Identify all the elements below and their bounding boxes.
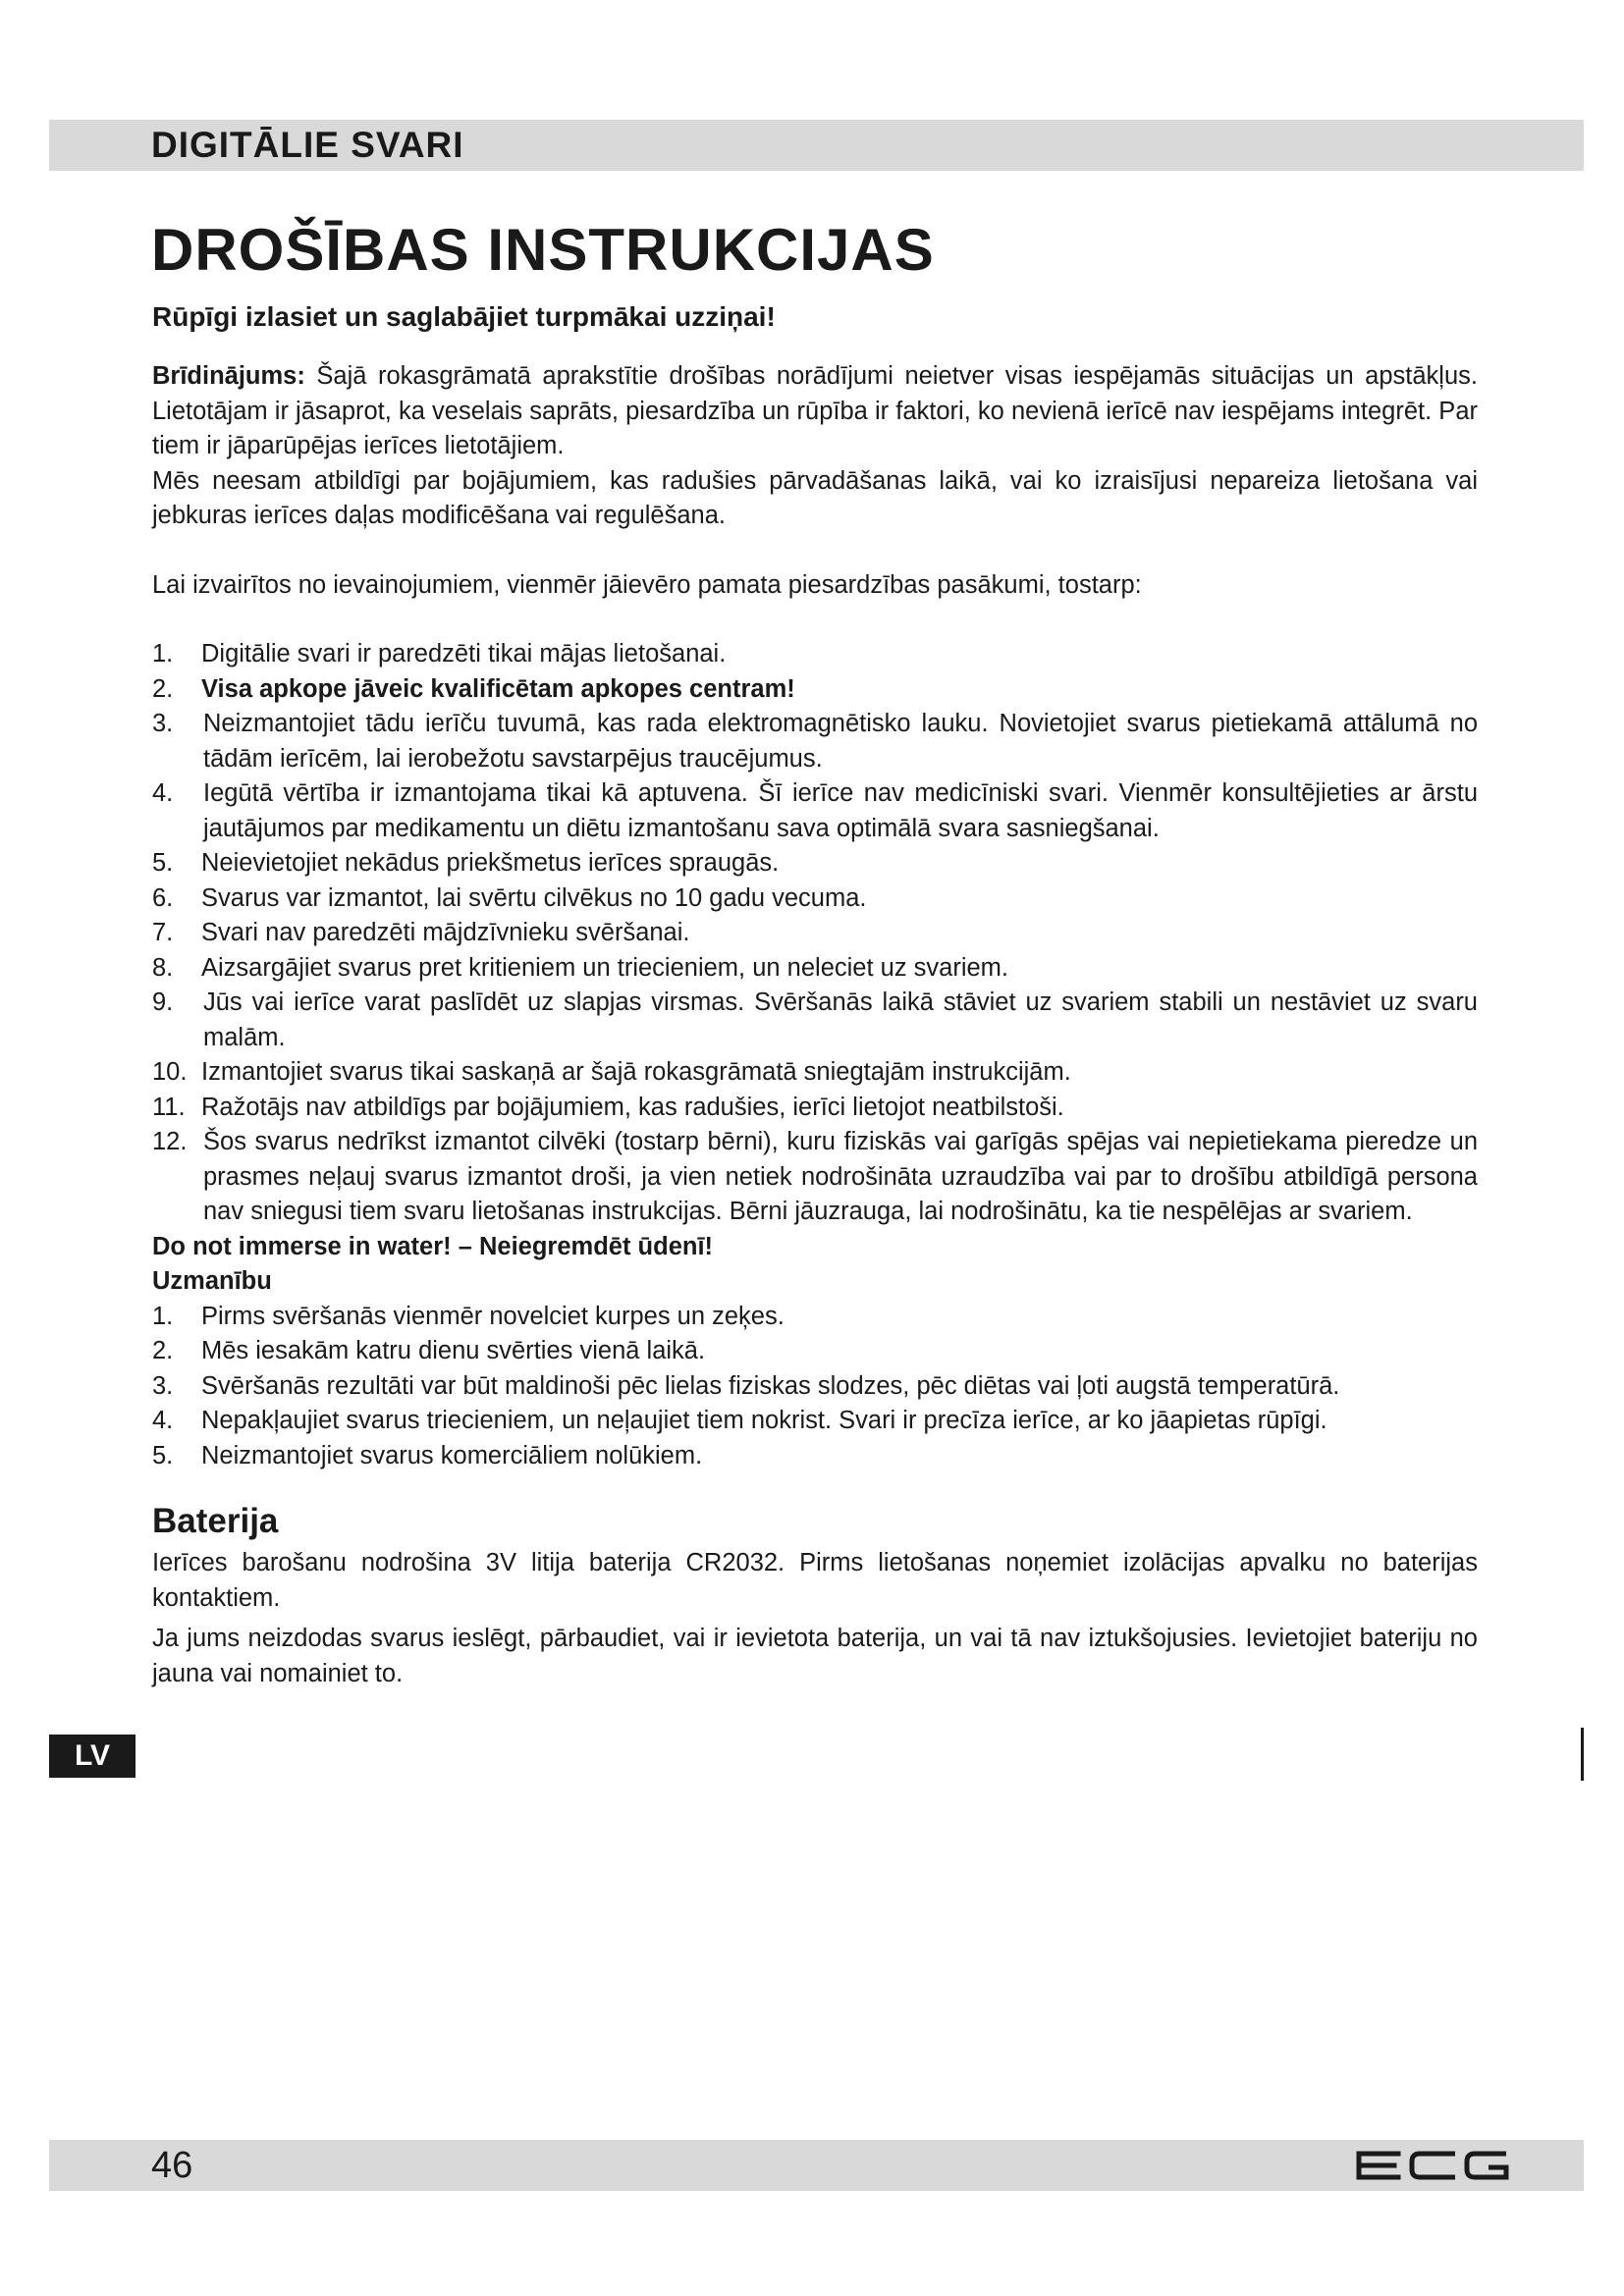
caution-title: Uzmanību [152,1267,272,1295]
safety-list [152,637,1478,1230]
list-item: 11. Ražotājs nav atbildīgs par bojājumiem, kas radušies, ierīci lietojot neatbilstoši. [152,1093,1064,1121]
list-item: 10. Izmantojiet svarus tikai saskaņā ar šajā rokasgrāmatā sniegtajām instrukcijām. [152,1058,1071,1086]
list-item: 3. Svēršanās rezultāti var būt maldinoši pēc lielas fiziskas slodzes, pēc diētas vai ļoti augstā temperatūrā. [152,1371,1340,1400]
warning-text: Šajā rokasgrāmatā aprakstītie drošības norādījumi neietver visas iespējamās situācijas un apstākļus. Lietotājam ir jāsaprot, ka veselais saprāts, piesardzība un rūpība ir faktori, ko nevienā ierīcē nav iespējams integrēt. Par tiem ir jāparūpējas ierīces lietotājiem. [152,362,1478,459]
list-item: 4. Nepakļaujiet svarus triecieniem, un neļaujiet tiem nokrist. Svari ir precīza ierīce, ar ko jāapietas rūpīgi. [152,1407,1327,1434]
header-title: DIGITĀLIE SVARI [151,125,464,165]
battery-title: Baterija [152,1502,279,1540]
list-item: 1. Pirms svēršanās vienmēr novelciet kurpes un zeķes. [152,1302,785,1330]
water-warning: Do not immerse in water! – Neiegremdēt ūdenī! [152,1232,714,1260]
ecg-logo [1355,2148,1512,2183]
list-item: 6. Svarus var izmantot, lai svērtu cilvēkus no 10 gadu vecuma. [152,883,867,912]
list-item: 3. Neizmantojiet tādu ierīču tuvumā, kas rada elektromagnētisko lauku. Novietojiet svarus pietiekamā attālumā no tādām ierīcēm, lai ierobežotu savstarpējus traucējumus. [152,710,1478,773]
battery-paragraph-1: Ierīces barošanu nodrošina 3V litija baterija CR2032. Pirms lietošanas noņemiet izolācijas apvalku no baterijas kontaktiem. [152,1549,1478,1612]
language-badge: LV [49,1735,135,1778]
footer-bar [49,2140,1584,2191]
list-item: 1. Digitālie svari ir paredzēti tikai mājas lietošanai. [152,640,727,667]
list-item: 2. Mēs iesakām katru dienu svērties vienā laikā. [152,1337,706,1364]
list-item: 2. Visa apkope jāveic kvalificētam apkopes centram! [152,674,795,703]
document-body [152,359,1478,1691]
list-item: 4. Iegūtā vērtība ir izmantojama tikai kā aptuvena. Šī ierīce nav medicīniski svari. Vienmēr konsultējieties ar ārstu jautājumos par medikamentu un diētu izmantošanu sava optimālā svara sasniegšanai. [152,779,1478,842]
warning-label: Brīdinājums: [152,362,305,390]
list-item: 12. Šos svarus nedrīkst izmantot cilvēki (tostarp bērni), kuru fiziskās vai garīgās spējas vai nepietiekama pieredze un prasmes neļauj svarus izmantot droši, ja vien netiek nodrošināta uzraudzība vai par to drošību atbildīgā persona nav sniegusi tiem svaru lietošanas instrukcijas. Bērni jāuzrauga, lai nodrošinātu, ka tie nespēlējas ar svariem. [152,1128,1478,1225]
list-item: 8. Aizsargājiet svarus pret kritieniem un triecieniem, un neleciet uz svariem. [152,953,1009,982]
subtitle: Rūpīgi izlasiet un saglabājiet turpmākai uzziņai! [152,301,776,332]
liability-paragraph: Mēs neesam atbildīgi par bojājumiem, kas radušies pārvadāšanas laikā, vai ko izraisījusi nepareiza lietošana vai jebkuras ierīces daļas modificēšana vai regulēšana. [152,466,1478,529]
header-bar [49,120,1584,171]
battery-paragraph-2: Ja jums neizdodas svarus ieslēgt, pārbaudiet, vai ir ievietota baterija, un vai tā nav iztukšojusies. Ievietojiet bateriju no jauna vai nomainiet to. [152,1625,1478,1687]
side-marker [1581,1728,1584,1781]
list-item: 7. Svari nav paredzēti mājdzīvnieku svēršanai. [152,919,690,946]
caution-list [152,1300,1478,1474]
list-item: 9. Jūs vai ierīce varat paslīdēt uz slapjas virsmas. Svēršanās laikā stāviet uz svariem stabili un nestāviet uz svaru malām. [152,988,1478,1051]
page-number: 46 [151,2145,193,2186]
warning-paragraph [152,359,1478,464]
list-item: 5. Neievietojiet nekādus priekšmetus ierīces spraugās. [152,849,780,877]
list-item: 5. Neizmantojiet svarus komerciāliem nolūkiem. [152,1441,703,1469]
main-title: DROŠĪBAS INSTRUKCIJAS [151,217,935,283]
intro-paragraph: Lai izvairītos no ievainojumiem, vienmēr jāievēro pamata piesardzības pasākumi, tostarp: [152,570,1142,599]
